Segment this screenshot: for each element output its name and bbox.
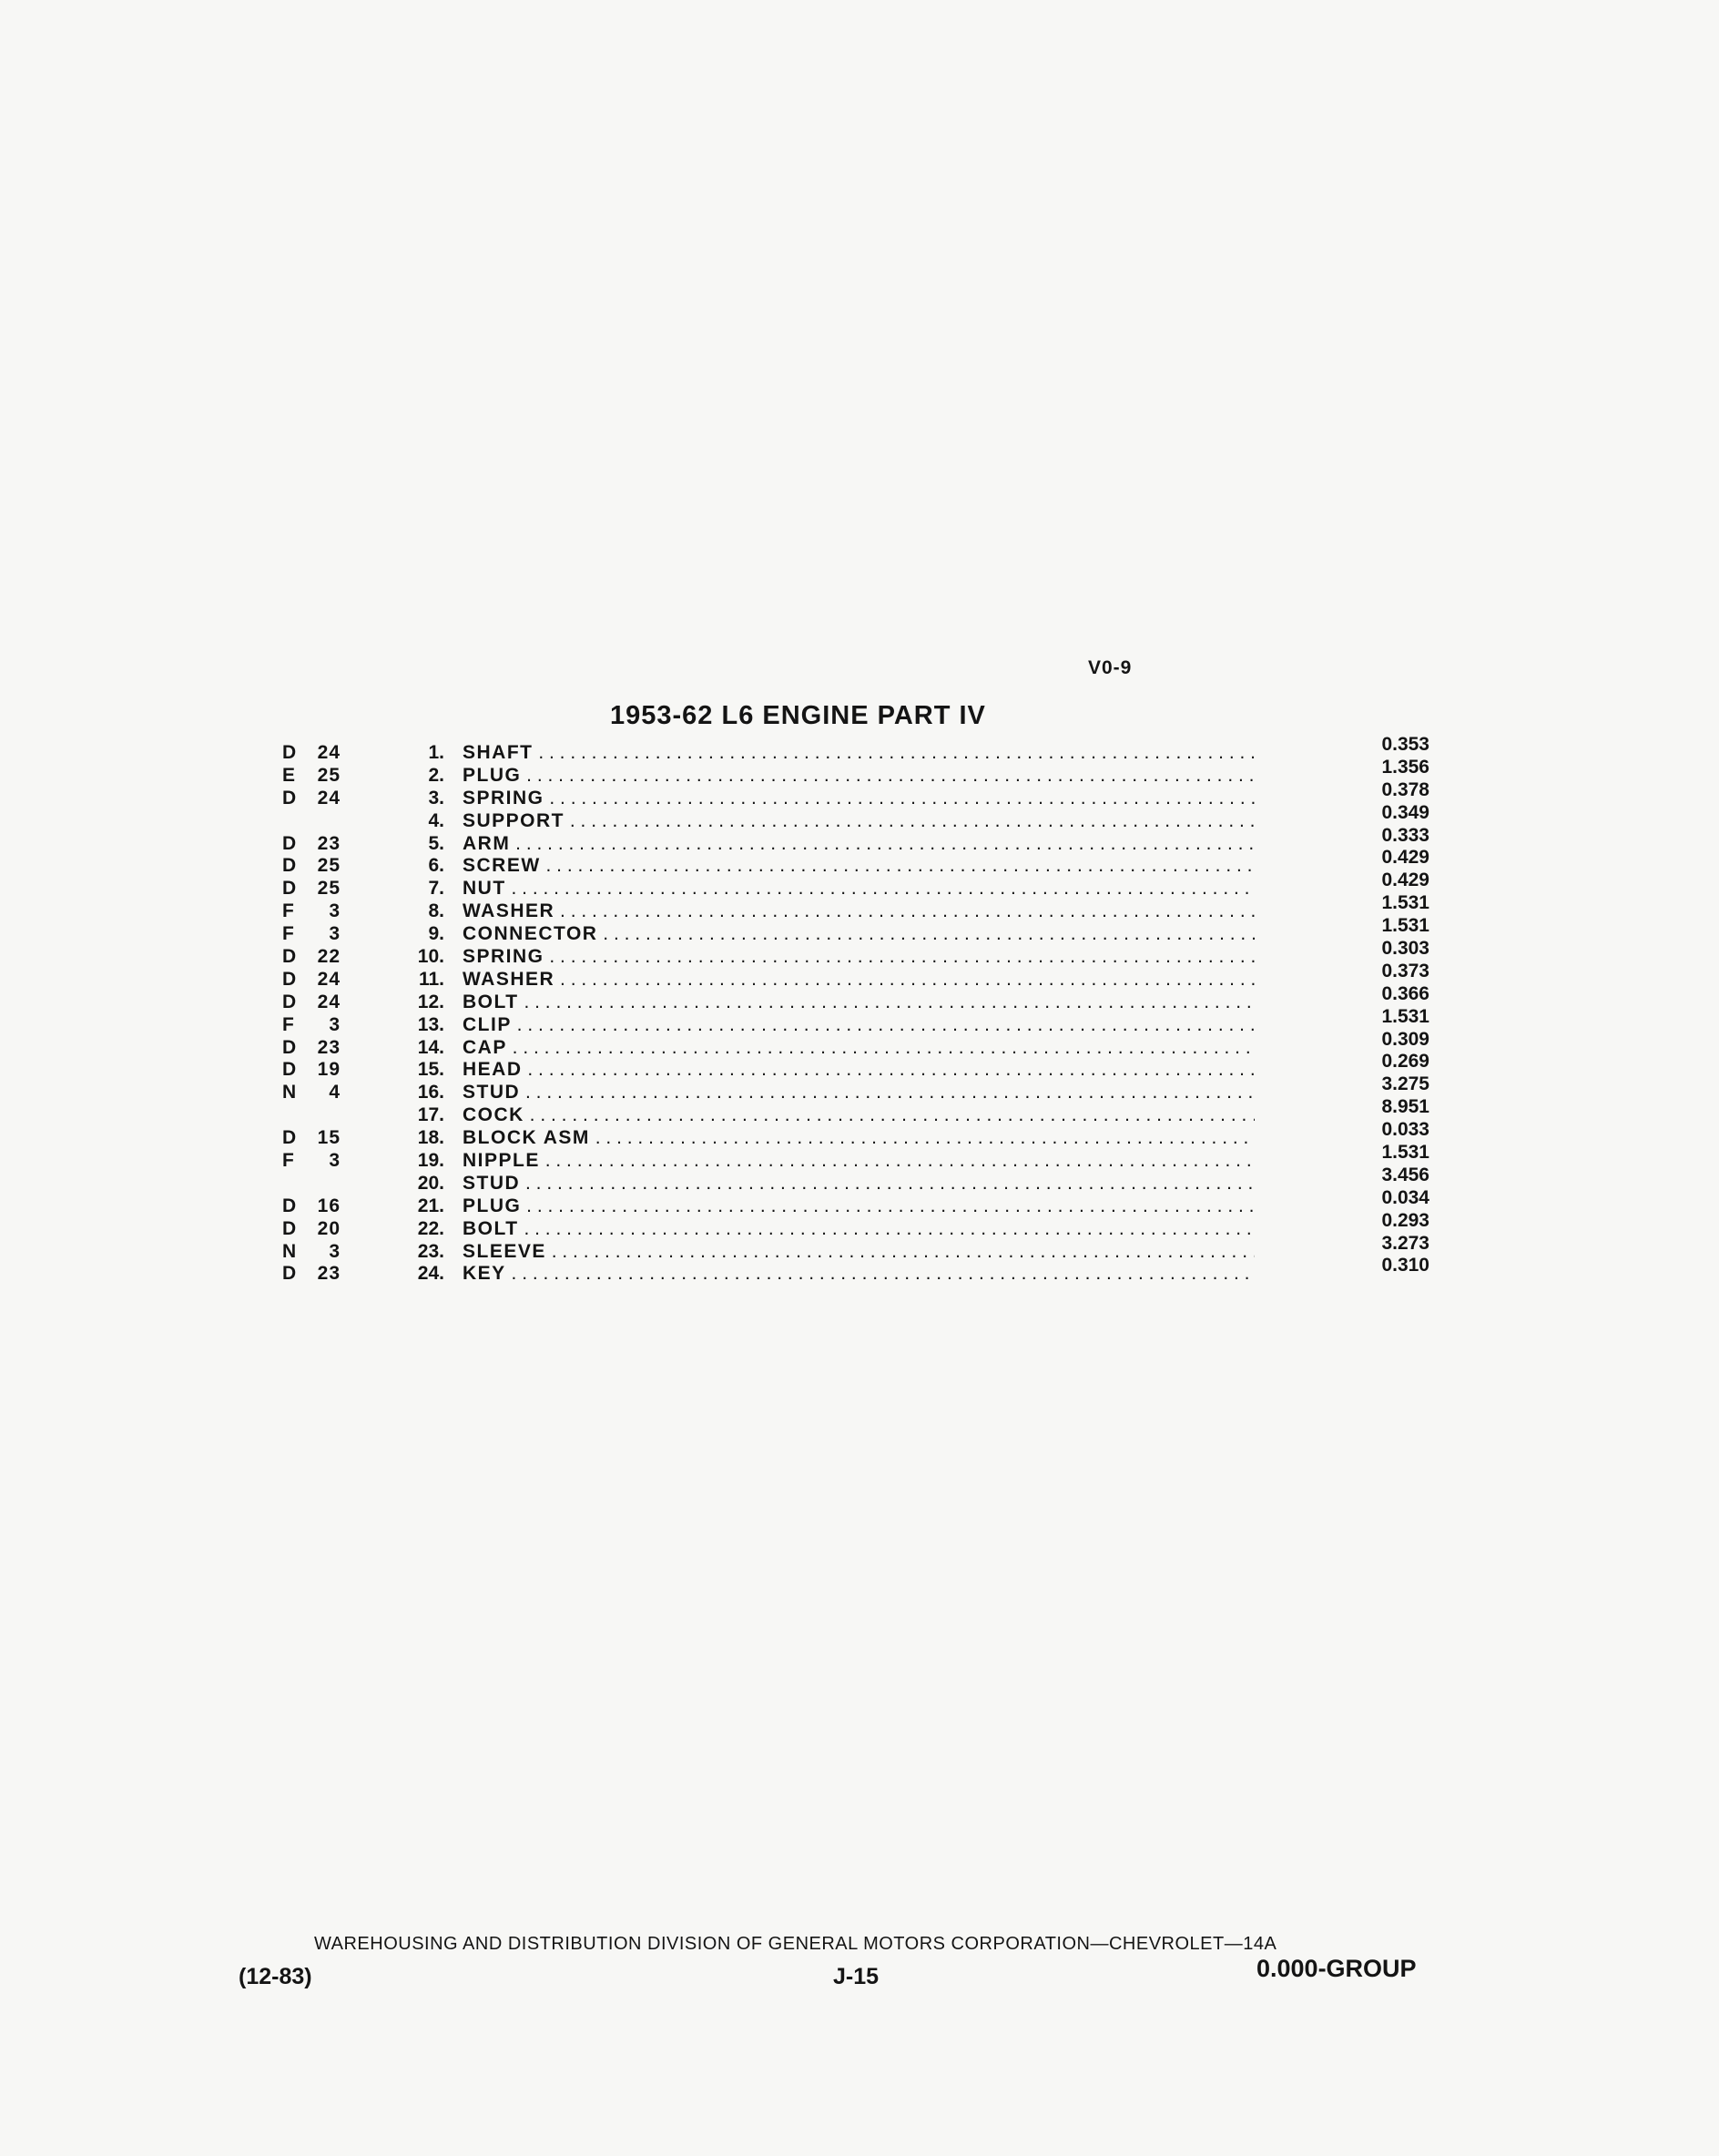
part-index: 24.	[417, 1263, 444, 1285]
part-row	[0, 1255, 1719, 1286]
part-value: 3.275	[1381, 1073, 1429, 1095]
part-index: 20.	[417, 1172, 444, 1194]
part-ref-number: 16	[317, 1195, 341, 1216]
part-ref-number: 22	[317, 946, 341, 968]
part-index: 17.	[417, 1104, 444, 1126]
part-ref	[282, 946, 346, 969]
part-index: 8.	[428, 900, 444, 922]
part-ref-number: 23	[317, 832, 341, 854]
part-ref	[282, 900, 346, 923]
part-value: 1.531	[1381, 915, 1429, 937]
parts-list	[0, 734, 1719, 1286]
part-ref-letter: D	[282, 1263, 298, 1285]
part-index: 23.	[417, 1240, 444, 1262]
part-name: CAP . . .	[463, 1037, 1255, 1060]
part-ref-letter: D	[282, 991, 298, 1012]
part-row	[0, 1096, 1719, 1127]
part-name: CONNECTOR . . .	[463, 923, 1255, 946]
part-index: 9.	[428, 923, 444, 945]
part-index: 13.	[417, 1013, 444, 1035]
part-name: WASHER . . .	[463, 900, 1255, 923]
part-ref	[282, 1104, 346, 1127]
part-row	[0, 1051, 1719, 1082]
part-name: BOLT . . .	[463, 992, 1255, 1014]
part-ref	[282, 788, 346, 810]
part-value: 0.353	[1381, 734, 1429, 755]
part-ref	[282, 1195, 346, 1218]
part-index: 10.	[417, 946, 444, 968]
part-ref	[282, 969, 346, 992]
part-ref	[282, 992, 346, 1014]
part-value: 0.310	[1381, 1255, 1429, 1276]
part-ref	[282, 742, 346, 765]
part-ref-letter: D	[282, 742, 298, 763]
part-index: 2.	[428, 764, 444, 786]
part-row	[0, 734, 1719, 765]
part-value: 0.429	[1381, 870, 1429, 891]
part-value: 0.378	[1381, 778, 1429, 800]
footer-page-number: J-15	[833, 1964, 880, 1989]
part-name: STUD . . .	[463, 1082, 1255, 1104]
part-ref	[282, 855, 346, 878]
part-name: SLEEVE . . .	[463, 1241, 1255, 1264]
part-row	[0, 1186, 1719, 1218]
part-row	[0, 756, 1719, 788]
part-value: 0.309	[1381, 1028, 1429, 1050]
footer-group: 0.000-GROUP	[1256, 1955, 1417, 1982]
part-name: SPRING . . .	[463, 788, 1255, 810]
part-ref-number: 24	[317, 742, 341, 763]
part-name: SPRING . . .	[463, 946, 1255, 969]
part-ref-number: 4	[329, 1082, 341, 1103]
part-row	[0, 938, 1719, 969]
part-ref-letter: E	[282, 764, 297, 786]
part-row	[0, 1119, 1719, 1150]
part-name: HEAD . . .	[463, 1059, 1255, 1082]
part-name: NIPPLE . . .	[463, 1150, 1255, 1173]
part-index: 1.	[428, 742, 444, 763]
part-index: 16.	[417, 1082, 444, 1103]
part-ref-letter: F	[282, 923, 295, 945]
part-value: 0.293	[1381, 1209, 1429, 1231]
part-ref-letter: D	[282, 855, 298, 877]
part-value: 1.356	[1381, 756, 1429, 778]
part-index: 18.	[417, 1127, 444, 1149]
part-ref-number: 24	[317, 968, 341, 990]
part-ref	[282, 1127, 346, 1150]
part-ref-letter: D	[282, 1059, 298, 1081]
part-ref	[282, 1037, 346, 1060]
part-ref-letter: D	[282, 1217, 298, 1239]
part-ref	[282, 1173, 346, 1195]
part-index: 19.	[417, 1150, 444, 1172]
part-ref-letter: D	[282, 968, 298, 990]
part-index: 15.	[417, 1059, 444, 1081]
part-ref	[282, 1082, 346, 1104]
part-value: 3.273	[1381, 1232, 1429, 1254]
part-row	[0, 1209, 1719, 1241]
part-ref-letter: D	[282, 1195, 298, 1216]
part-ref	[282, 1014, 346, 1037]
part-row	[0, 1073, 1719, 1104]
part-index: 3.	[428, 787, 444, 808]
part-value: 0.429	[1381, 847, 1429, 869]
part-value: 0.366	[1381, 982, 1429, 1004]
part-value: 0.349	[1381, 801, 1429, 823]
part-index: 14.	[417, 1036, 444, 1058]
part-ref	[282, 765, 346, 788]
part-ref-letter: D	[282, 832, 298, 854]
part-name: WASHER . . .	[463, 969, 1255, 992]
part-row	[0, 1028, 1719, 1060]
part-ref-number: 3	[329, 1013, 341, 1035]
part-ref-letter: F	[282, 1150, 295, 1172]
part-ref-letter: D	[282, 1036, 298, 1058]
part-ref-number: 24	[317, 991, 341, 1012]
part-ref-letter: F	[282, 1013, 295, 1035]
part-ref-number: 23	[317, 1263, 341, 1285]
part-index: 22.	[417, 1217, 444, 1239]
part-name: KEY . . .	[463, 1263, 1255, 1286]
part-row	[0, 847, 1719, 878]
footer-date: (12-83)	[239, 1964, 312, 1989]
part-row	[0, 870, 1719, 900]
part-ref-number: 25	[317, 878, 341, 900]
part-ref-letter: D	[282, 878, 298, 900]
part-ref-number: 15	[317, 1127, 341, 1149]
part-ref	[282, 1263, 346, 1286]
part-name: BOLT . . .	[463, 1218, 1255, 1241]
part-ref-number: 3	[329, 1150, 341, 1172]
part-row	[0, 1142, 1719, 1173]
part-name: SCREW . . .	[463, 855, 1255, 878]
part-name: PLUG . . .	[463, 765, 1255, 788]
part-value: 1.531	[1381, 1005, 1429, 1027]
section-code: V0-9	[1088, 657, 1133, 678]
part-row	[0, 778, 1719, 810]
part-row	[0, 892, 1719, 923]
part-row	[0, 1005, 1719, 1037]
part-value: 1.531	[1381, 1142, 1429, 1164]
part-index: 12.	[417, 991, 444, 1012]
part-index: 5.	[428, 832, 444, 854]
part-row	[0, 801, 1719, 833]
part-name: BLOCK ASM . . .	[463, 1127, 1255, 1150]
part-row	[0, 824, 1719, 856]
part-ref-letter: N	[282, 1082, 298, 1103]
part-index: 4.	[428, 809, 444, 831]
part-name: SHAFT . . .	[463, 742, 1255, 765]
part-index: 6.	[428, 855, 444, 877]
part-row	[0, 915, 1719, 946]
part-ref-letter: D	[282, 787, 298, 808]
part-ref-letter: F	[282, 900, 295, 922]
footer-division: WAREHOUSING AND DISTRIBUTION DIVISION OF GENERAL MOTORS CORPORATION—CHEVROLET—14A	[314, 1934, 1277, 1954]
part-name: COCK . . .	[463, 1104, 1255, 1127]
part-value: 8.951	[1381, 1096, 1429, 1118]
part-row	[0, 1164, 1719, 1195]
part-ref	[282, 1241, 346, 1264]
part-row	[0, 1232, 1719, 1264]
part-row	[0, 960, 1719, 992]
page-title: 1953-62 L6 ENGINE PART IV	[610, 701, 986, 730]
part-value: 0.333	[1381, 824, 1429, 846]
part-ref	[282, 1218, 346, 1241]
part-value: 3.456	[1381, 1164, 1429, 1185]
part-value: 0.269	[1381, 1051, 1429, 1073]
part-index: 21.	[417, 1195, 444, 1216]
part-index: 11.	[418, 968, 444, 990]
part-ref	[282, 1150, 346, 1173]
part-ref	[282, 1059, 346, 1082]
part-value: 1.531	[1381, 892, 1429, 914]
part-index: 7.	[428, 878, 444, 900]
part-value: 0.303	[1381, 938, 1429, 960]
part-name: PLUG . . .	[463, 1195, 1255, 1218]
part-ref	[282, 923, 346, 946]
part-ref-number: 20	[317, 1217, 341, 1239]
part-ref-letter: D	[282, 946, 298, 968]
part-ref-number: 24	[317, 787, 341, 808]
part-value: 0.033	[1381, 1119, 1429, 1141]
part-ref-number: 3	[329, 900, 341, 922]
part-ref-letter: N	[282, 1240, 298, 1262]
part-name: ARM . . .	[463, 833, 1255, 856]
part-ref-number: 23	[317, 1036, 341, 1058]
part-value: 0.034	[1381, 1186, 1429, 1208]
part-ref-number: 3	[329, 1240, 341, 1262]
part-ref	[282, 878, 346, 900]
part-name: SUPPORT . . .	[463, 810, 1255, 833]
part-name: CLIP . . .	[463, 1014, 1255, 1037]
part-ref	[282, 833, 346, 856]
part-ref-number: 25	[317, 764, 341, 786]
part-ref-number: 3	[329, 923, 341, 945]
part-value: 0.373	[1381, 960, 1429, 981]
part-name: NUT . . .	[463, 878, 1255, 900]
part-ref-number: 19	[317, 1059, 341, 1081]
part-ref	[282, 810, 346, 833]
part-row	[0, 982, 1719, 1014]
part-ref-letter: D	[282, 1127, 298, 1149]
part-ref-number: 25	[317, 855, 341, 877]
part-name: STUD . . .	[463, 1173, 1255, 1195]
